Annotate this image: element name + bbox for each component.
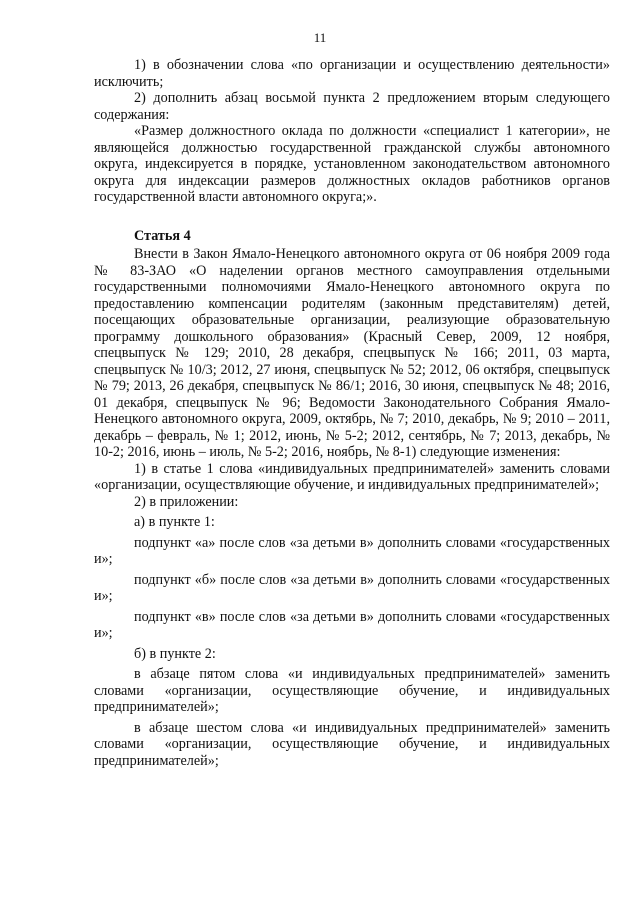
quoted-text: «Размер должностного оклада по должности «специалист 1 категории», не являющейся должностью государственной гражданской службы автономного округа, индексируется в порядке, установленном законодательством автономного округа для индексации размеров должностных окладов работников органов государственной власти автономного округа;». (94, 123, 610, 205)
paragraph-fifth: в абзаце пятом слова «и индивидуальных предпринимателей» заменить словами «организации, осуществляющие обучение, и индивидуальных предпринимателей»; (94, 666, 610, 715)
article-item-2: 2) в приложении: (134, 493, 239, 510)
amendment-item-2: 2) дополнить абзац восьмой пункта 2 предложением вторым следующего содержания: (94, 90, 610, 123)
amendment-item-1: 1) в обозначении слова «по организации и осуществлению деятельности» исключить; (94, 57, 610, 90)
subitem-a: а) в пункте 1: (134, 514, 215, 530)
subpoint-a: подпункт «а» после слов «за детьми в» дополнить словами «государственных и»; (94, 534, 610, 567)
article-intro-paragraph: Внести в Закон Ямало-Ненецкого автономного округа от 06 ноября 2009 года № 83-ЗАО «О наделении органов местного самоуправления отдельными государственными полномочиями Ямало-Ненецкого автономного округа по предоставлению компенсации родителям (законным представителям) детей, посещающих образовательные организации, реализующие образовательную программу дошкольного образования» (Красный Север, 2009, 12 ноября, спецвыпуск № 129; 2010, 28 декабря, спецвыпуск № 166; 2011, 03 марта, спецвыпуск № 10/3; 2012, 27 июня, спецвыпуск № 52; 2012, 06 октября, спецвыпуск № 79; 2013, 26 декабря, спецвыпуск № 86/1; 2016, 30 июня, спецвыпуск № 48; 2016, 01 декабря, спецвыпуск № 96; Ведомости Законодательного Собрания Ямало-Ненецкого автономного округа, 2009, октябрь, № 7; 2010, декабрь, № 9; 2010 – 2011, декабрь – февраль, № 1; 2012, июнь, № 5-2; 2012, сентябрь, № 7; 2013, декабрь, № 10-2; 2016, июнь – июль, № 5-2; 2016, ноябрь, № 8-1) следующие изменения: (94, 246, 610, 460)
article-heading: Статья 4 (134, 227, 191, 244)
page-number: 11 (313, 30, 327, 45)
subpoint-v: подпункт «в» после слов «за детьми в» дополнить словами «государственных и»; (94, 608, 610, 641)
document-body (94, 57, 610, 773)
subitem-b: б) в пункте 2: (134, 645, 216, 662)
paragraph-sixth: в абзаце шестом слова «и индивидуальных предпринимателей» заменить словами «организации, осуществляющие обучение, и индивидуальных предпринимателей»; (94, 719, 610, 769)
article-item-1: 1) в статье 1 слова «индивидуальных предпринимателей» заменить словами «организации, осуществляющие обучение, и индивидуальных предпринимателей»; (94, 460, 610, 493)
subpoint-b: подпункт «б» после слов «за детьми в» дополнить словами «государственных и»; (94, 571, 610, 604)
